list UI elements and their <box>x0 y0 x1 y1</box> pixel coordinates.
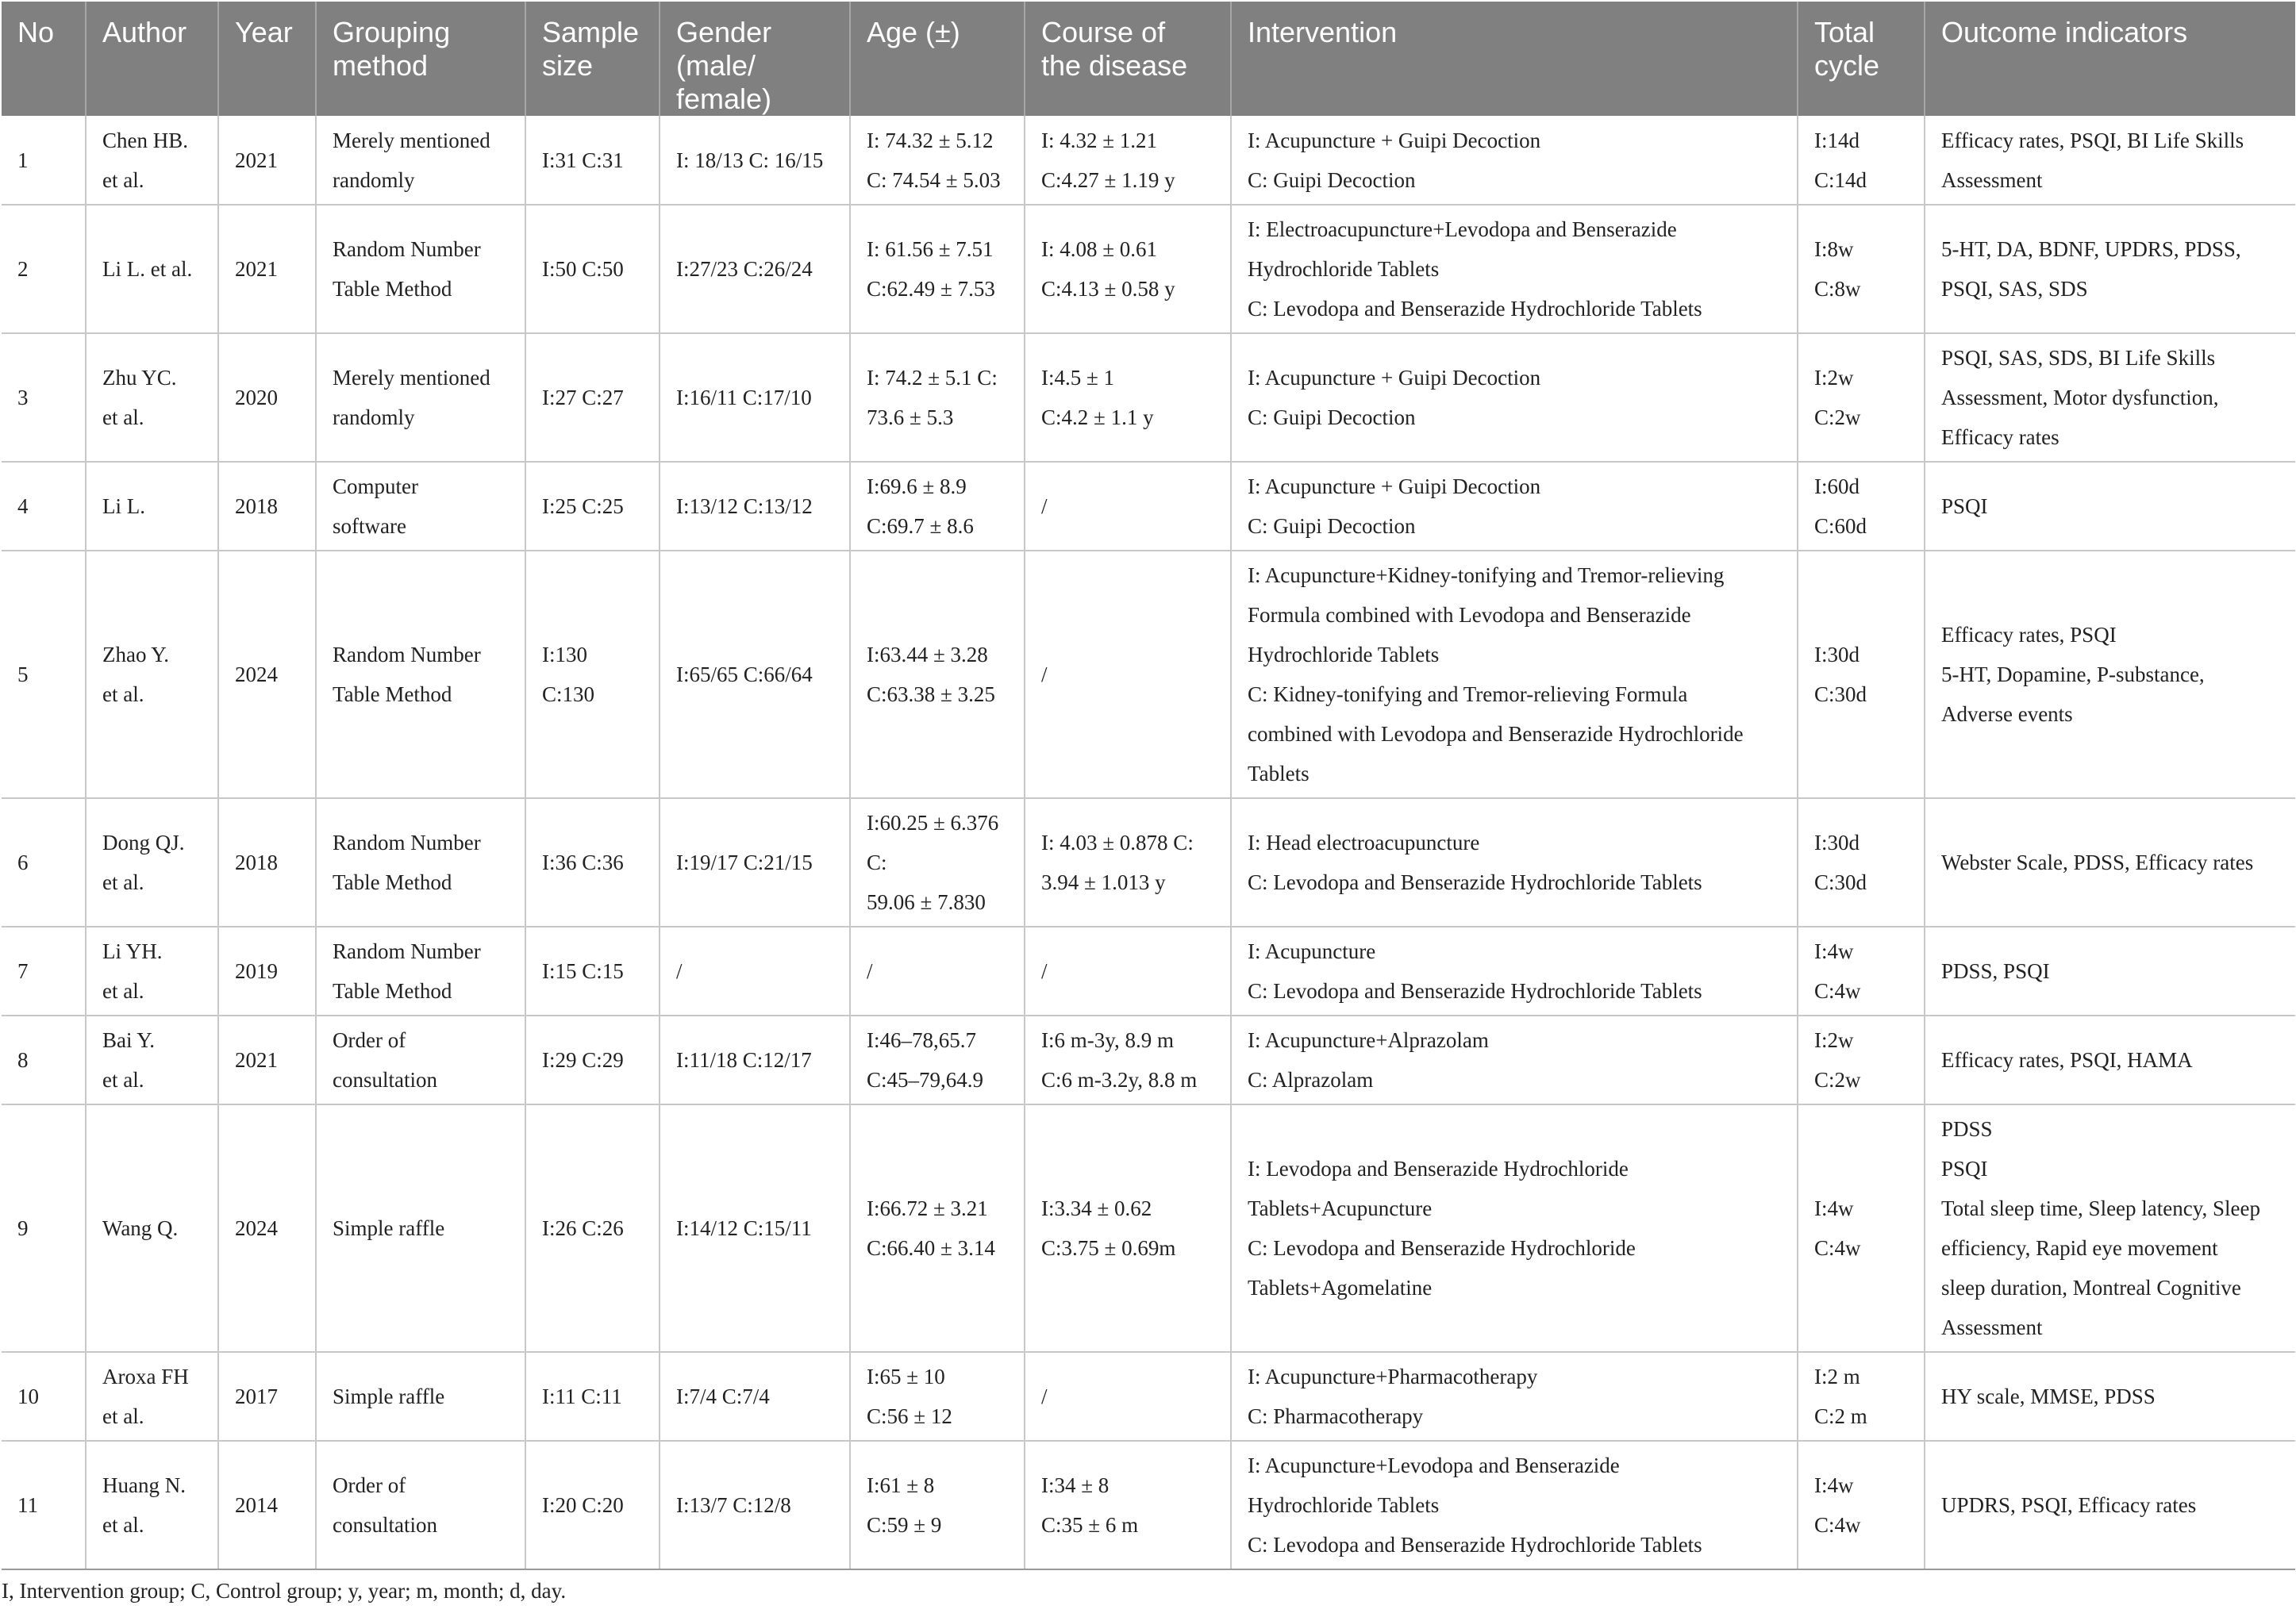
cell-no: 10 <box>2 1352 86 1441</box>
header-grouping-method: Grouping method <box>316 2 525 116</box>
cell-line: Merely mentioned <box>333 366 490 390</box>
cell-age <box>850 1352 1025 1441</box>
cell-course <box>1025 1104 1231 1352</box>
cell-line: Adverse events <box>1941 702 2073 726</box>
cell-line: C:2 m <box>1814 1404 1867 1428</box>
table-row <box>2 1441 2295 1569</box>
cell-grouping <box>316 798 525 927</box>
cell-line: I:60.25 ± 6.376 <box>867 811 999 835</box>
cell-line: Hydrochloride Tablets <box>1248 1493 1440 1517</box>
cell-year: 2017 <box>218 1352 316 1441</box>
cell-line: I: 4.32 ± 1.21 <box>1041 128 1158 152</box>
header-gender: Gender (male/ female) <box>660 2 850 116</box>
cell-line: Aroxa FH <box>102 1365 189 1388</box>
cell-line: I:3.34 ± 0.62 <box>1041 1196 1152 1220</box>
cell-line: Li YH. <box>102 939 163 963</box>
cell-cycle <box>1798 116 1925 205</box>
cell-line: 59.06 ± 7.830 <box>867 890 986 914</box>
header-age: Age (±) <box>850 2 1025 116</box>
cell-author: Li L. et al. <box>86 205 218 333</box>
cell-author <box>86 1441 218 1569</box>
cell-no: 9 <box>2 1104 86 1352</box>
cell-line: C: Guipi Decoction <box>1248 167 1416 192</box>
cell-line: I: Levodopa and Benserazide Hydrochloride <box>1248 1157 1629 1181</box>
cell-cycle <box>1798 798 1925 927</box>
cell-line: I: Acupuncture + Guipi Decoction <box>1248 366 1541 390</box>
cell-cycle <box>1798 462 1925 551</box>
cell-no: 3 <box>2 333 86 462</box>
cell-age <box>850 798 1025 927</box>
cell-gender: I:7/4 C:7/4 <box>660 1352 850 1441</box>
cell-line: I:14d <box>1814 128 1859 152</box>
cell-sample: I:36 C:36 <box>525 798 660 927</box>
cell-line: et al. <box>102 682 144 706</box>
cell-line: C:56 ± 12 <box>867 1404 952 1428</box>
cell-line: C: Levodopa and Benserazide Hydrochloride Tablets <box>1248 870 1702 894</box>
cell-line: Huang N. <box>102 1473 186 1497</box>
cell-line: I: Head electroacupuncture <box>1248 831 1480 855</box>
cell-intervention <box>1231 333 1798 462</box>
cell-author <box>86 927 218 1016</box>
cell-intervention <box>1231 1016 1798 1104</box>
cell-cycle <box>1798 205 1925 333</box>
cell-outcome <box>1925 116 2295 205</box>
cell-line: et al. <box>102 1404 144 1428</box>
cell-line: C: Alprazolam <box>1248 1068 1374 1092</box>
header-course-of-disease: Course of the disease <box>1025 2 1231 116</box>
cell-line: I: Acupuncture+Levodopa and Benserazide <box>1248 1454 1620 1477</box>
cell-line: I: 4.08 ± 0.61 <box>1041 237 1158 261</box>
cell-cycle <box>1798 551 1925 798</box>
cell-line: I: Acupuncture+Kidney-tonifying and Tremor-relieving <box>1248 563 1725 587</box>
cell-line: et al. <box>102 870 144 894</box>
table-row <box>2 333 2295 462</box>
cell-grouping <box>316 333 525 462</box>
cell-line: C: 74.54 ± 5.03 <box>867 167 1001 192</box>
cell-line: Bai Y. <box>102 1028 156 1052</box>
cell-line: C:130 <box>542 682 595 706</box>
cell-outcome: HY scale, MMSE, PDSS <box>1925 1352 2295 1441</box>
cell-line: I:4w <box>1814 1196 1854 1220</box>
cell-sample: I:15 C:15 <box>525 927 660 1016</box>
cell-line: I:30d <box>1814 831 1859 855</box>
cell-line: et al. <box>102 167 144 192</box>
cell-no: 8 <box>2 1016 86 1104</box>
cell-sample: I:50 C:50 <box>525 205 660 333</box>
cell-line: PSQI <box>1941 1157 1988 1181</box>
cell-outcome: UPDRS, PSQI, Efficacy rates <box>1925 1441 2295 1569</box>
header-sample-size: Sample size <box>525 2 660 116</box>
cell-line: I: Acupuncture+Alprazolam <box>1248 1028 1489 1052</box>
cell-line: I:69.6 ± 8.9 <box>867 474 967 498</box>
cell-line: I:4w <box>1814 1473 1854 1497</box>
cell-no: 11 <box>2 1441 86 1569</box>
cell-author <box>86 116 218 205</box>
cell-line: C:4w <box>1814 979 1861 1003</box>
cell-gender: I:19/17 C:21/15 <box>660 798 850 927</box>
cell-no: 4 <box>2 462 86 551</box>
header-row <box>2 2 2295 116</box>
cell-line: C: <box>867 851 887 874</box>
cell-grouping <box>316 1441 525 1569</box>
cell-line: I: 74.32 ± 5.12 <box>867 128 994 152</box>
cell-line: I: Acupuncture <box>1248 939 1376 963</box>
cell-line: C:30d <box>1814 682 1867 706</box>
cell-cycle <box>1798 333 1925 462</box>
cell-line: 73.6 ± 5.3 <box>867 405 954 429</box>
cell-line: Hydrochloride Tablets <box>1248 643 1440 666</box>
cell-gender: I:16/11 C:17/10 <box>660 333 850 462</box>
cell-line: et al. <box>102 405 144 429</box>
table-footnote: I, Intervention group; C, Control group; y, year; m, month; d, day. <box>2 1579 567 1603</box>
cell-sample <box>525 551 660 798</box>
cell-course <box>1025 116 1231 205</box>
cell-course <box>1025 798 1231 927</box>
cell-line: Efficacy rates <box>1941 425 2059 449</box>
cell-line: I:2 m <box>1814 1365 1860 1388</box>
cell-line: Random Number <box>333 643 481 666</box>
cell-sample: I:20 C:20 <box>525 1441 660 1569</box>
cell-no: 1 <box>2 116 86 205</box>
cell-intervention <box>1231 116 1798 205</box>
cell-year: 2019 <box>218 927 316 1016</box>
header-outcome-indicators: Outcome indicators <box>1925 2 2295 116</box>
cell-line: C: Levodopa and Benserazide Hydrochloride Tablets <box>1248 297 1702 321</box>
cell-no: 6 <box>2 798 86 927</box>
cell-line: C:4w <box>1814 1513 1861 1537</box>
cell-intervention <box>1231 462 1798 551</box>
cell-outcome: Efficacy rates, PSQI, HAMA <box>1925 1016 2295 1104</box>
cell-line: Random Number <box>333 831 481 855</box>
cell-line: Computer <box>333 474 418 498</box>
cell-line: C:30d <box>1814 870 1867 894</box>
cell-line: et al. <box>102 1068 144 1092</box>
cell-sample: I:25 C:25 <box>525 462 660 551</box>
cell-year: 2021 <box>218 205 316 333</box>
cell-line: efficiency, Rapid eye movement <box>1941 1236 2218 1260</box>
cell-line: C:62.49 ± 7.53 <box>867 277 995 301</box>
cell-year: 2020 <box>218 333 316 462</box>
cell-intervention <box>1231 927 1798 1016</box>
cell-year: 2018 <box>218 798 316 927</box>
cell-course: / <box>1025 927 1231 1016</box>
table-row <box>2 798 2295 927</box>
cell-line: 5-HT, Dopamine, P-substance, <box>1941 662 2205 686</box>
cell-year: 2014 <box>218 1441 316 1569</box>
header-total-cycle: Total cycle <box>1798 2 1925 116</box>
cell-age <box>850 1104 1025 1352</box>
cell-intervention <box>1231 205 1798 333</box>
cell-line: Random Number <box>333 939 481 963</box>
cell-line: et al. <box>102 979 144 1003</box>
cell-line: C:4w <box>1814 1236 1861 1260</box>
cell-gender: I:27/23 C:26/24 <box>660 205 850 333</box>
cell-line: C:4.2 ± 1.1 y <box>1041 405 1154 429</box>
cell-course <box>1025 205 1231 333</box>
cell-cycle <box>1798 1016 1925 1104</box>
cell-cycle <box>1798 927 1925 1016</box>
cell-sample: I:29 C:29 <box>525 1016 660 1104</box>
cell-outcome: PSQI <box>1925 462 2295 551</box>
cell-grouping <box>316 551 525 798</box>
cell-line: Efficacy rates, PSQI <box>1941 623 2117 647</box>
cell-author <box>86 798 218 927</box>
table-row <box>2 1016 2295 1104</box>
cell-line: C:4.13 ± 0.58 y <box>1041 277 1175 301</box>
cell-outcome: PDSS, PSQI <box>1925 927 2295 1016</box>
cell-line: C:4.27 ± 1.19 y <box>1041 167 1175 192</box>
cell-gender: I: 18/13 C: 16/15 <box>660 116 850 205</box>
cell-line: Tablets+Acupuncture <box>1248 1196 1433 1220</box>
cell-course: / <box>1025 462 1231 551</box>
cell-line: C: Levodopa and Benserazide Hydrochloride Tablets <box>1248 1533 1702 1557</box>
cell-course <box>1025 1441 1231 1569</box>
study-characteristics-table <box>2 2 2295 1570</box>
cell-age <box>850 551 1025 798</box>
cell-line: software <box>333 514 406 538</box>
cell-no: 7 <box>2 927 86 1016</box>
cell-line: I:4.5 ± 1 <box>1041 366 1115 390</box>
cell-line: Efficacy rates, PSQI, BI Life Skills <box>1941 128 2244 152</box>
cell-line: I:63.44 ± 3.28 <box>867 643 988 666</box>
cell-grouping <box>316 1016 525 1104</box>
cell-grouping: Simple raffle <box>316 1104 525 1352</box>
cell-author <box>86 1352 218 1441</box>
cell-line: I:46–78,65.7 <box>867 1028 976 1052</box>
cell-line: I: 4.03 ± 0.878 C: <box>1041 831 1194 855</box>
cell-line: C:35 ± 6 m <box>1041 1513 1139 1537</box>
cell-course <box>1025 1016 1231 1104</box>
cell-line: consultation <box>333 1068 437 1092</box>
cell-line: Table Method <box>333 682 452 706</box>
cell-age <box>850 1441 1025 1569</box>
cell-line: I:2w <box>1814 366 1854 390</box>
cell-line: I: 61.56 ± 7.51 <box>867 237 994 261</box>
cell-line: C: Levodopa and Benserazide Hydrochloride <box>1248 1236 1636 1260</box>
cell-line: Assessment, Motor dysfunction, <box>1941 386 2219 409</box>
cell-line: PSQI, SAS, SDS <box>1941 277 2088 301</box>
cell-outcome <box>1925 1104 2295 1352</box>
cell-line: Assessment <box>1941 1315 2043 1339</box>
cell-line: C:2w <box>1814 1068 1861 1092</box>
cell-cycle <box>1798 1441 1925 1569</box>
cell-grouping <box>316 116 525 205</box>
cell-line: I: Acupuncture+Pharmacotherapy <box>1248 1365 1538 1388</box>
cell-author: Wang Q. <box>86 1104 218 1352</box>
cell-line: C:45–79,64.9 <box>867 1068 984 1092</box>
cell-line: C:3.75 ± 0.69m <box>1041 1236 1176 1260</box>
cell-line: PDSS <box>1941 1117 1993 1141</box>
cell-author <box>86 1016 218 1104</box>
cell-intervention <box>1231 1441 1798 1569</box>
cell-line: Formula combined with Levodopa and Benserazide <box>1248 603 1691 627</box>
table-row <box>2 551 2295 798</box>
cell-line: I: 74.2 ± 5.1 C: <box>867 366 998 390</box>
cell-cycle <box>1798 1352 1925 1441</box>
cell-line: Order of <box>333 1473 406 1497</box>
cell-line: Assessment <box>1941 167 2043 192</box>
cell-line: C: Levodopa and Benserazide Hydrochloride Tablets <box>1248 979 1702 1003</box>
cell-intervention <box>1231 1104 1798 1352</box>
cell-age <box>850 333 1025 462</box>
cell-outcome <box>1925 551 2295 798</box>
cell-line: I:4w <box>1814 939 1854 963</box>
cell-intervention <box>1231 798 1798 927</box>
cell-course <box>1025 333 1231 462</box>
cell-line: sleep duration, Montreal Cognitive <box>1941 1276 2241 1300</box>
cell-line: randomly <box>333 405 415 429</box>
cell-age <box>850 116 1025 205</box>
cell-line: C: Pharmacotherapy <box>1248 1404 1424 1428</box>
cell-intervention <box>1231 1352 1798 1441</box>
cell-line: C:63.38 ± 3.25 <box>867 682 995 706</box>
table-row <box>2 1352 2295 1441</box>
cell-gender: I:13/7 C:12/8 <box>660 1441 850 1569</box>
cell-sample: I:27 C:27 <box>525 333 660 462</box>
cell-no: 2 <box>2 205 86 333</box>
cell-line: C: Kidney-tonifying and Tremor-relieving Formula <box>1248 682 1688 706</box>
cell-line: Merely mentioned <box>333 128 490 152</box>
cell-line: I:8w <box>1814 237 1854 261</box>
cell-grouping: Simple raffle <box>316 1352 525 1441</box>
cell-line: 3.94 ± 1.013 y <box>1041 870 1166 894</box>
cell-intervention <box>1231 551 1798 798</box>
cell-age <box>850 462 1025 551</box>
cell-line: I: Acupuncture + Guipi Decoction <box>1248 128 1541 152</box>
cell-line: I:30d <box>1814 643 1859 666</box>
cell-grouping <box>316 462 525 551</box>
cell-grouping <box>316 205 525 333</box>
table-row <box>2 116 2295 205</box>
cell-no: 5 <box>2 551 86 798</box>
cell-year: 2018 <box>218 462 316 551</box>
cell-gender: I:13/12 C:13/12 <box>660 462 850 551</box>
cell-line: I:66.72 ± 3.21 <box>867 1196 988 1220</box>
cell-course: / <box>1025 1352 1231 1441</box>
cell-gender: I:11/18 C:12/17 <box>660 1016 850 1104</box>
cell-year: 2021 <box>218 116 316 205</box>
cell-line: C: Guipi Decoction <box>1248 405 1416 429</box>
cell-line: C:69.7 ± 8.6 <box>867 514 974 538</box>
cell-author: Li L. <box>86 462 218 551</box>
cell-line: C:6 m-3.2y, 8.8 m <box>1041 1068 1198 1092</box>
cell-age <box>850 1016 1025 1104</box>
table-row <box>2 927 2295 1016</box>
cell-age: / <box>850 927 1025 1016</box>
cell-line: Dong QJ. <box>102 831 185 855</box>
cell-line: 5-HT, DA, BDNF, UPDRS, PDSS, <box>1941 237 2241 261</box>
cell-line: Order of <box>333 1028 406 1052</box>
cell-line: I: Acupuncture + Guipi Decoction <box>1248 474 1541 498</box>
cell-outcome: Webster Scale, PDSS, Efficacy rates <box>1925 798 2295 927</box>
table-row <box>2 205 2295 333</box>
cell-line: C:2w <box>1814 405 1861 429</box>
cell-line: Total sleep time, Sleep latency, Sleep <box>1941 1196 2260 1220</box>
cell-gender: I:65/65 C:66/64 <box>660 551 850 798</box>
cell-cycle <box>1798 1104 1925 1352</box>
cell-line: Zhao Y. <box>102 643 169 666</box>
cell-sample: I:11 C:11 <box>525 1352 660 1441</box>
cell-grouping <box>316 927 525 1016</box>
header-year: Year <box>218 2 316 116</box>
cell-line: C:8w <box>1814 277 1861 301</box>
cell-gender: I:14/12 C:15/11 <box>660 1104 850 1352</box>
cell-line: Zhu YC. <box>102 366 177 390</box>
cell-line: I:6 m-3y, 8.9 m <box>1041 1028 1174 1052</box>
cell-line: PSQI, SAS, SDS, BI Life Skills <box>1941 346 2216 370</box>
cell-line: Table Method <box>333 870 452 894</box>
cell-line: C: Guipi Decoction <box>1248 514 1416 538</box>
cell-line: Hydrochloride Tablets <box>1248 257 1440 281</box>
cell-author <box>86 551 218 798</box>
cell-year: 2024 <box>218 551 316 798</box>
cell-line: I:65 ± 10 <box>867 1365 945 1388</box>
cell-sample: I:26 C:26 <box>525 1104 660 1352</box>
cell-line: C:59 ± 9 <box>867 1513 942 1537</box>
cell-year: 2024 <box>218 1104 316 1352</box>
table-row <box>2 462 2295 551</box>
cell-line: Table Method <box>333 277 452 301</box>
cell-line: I: Electroacupuncture+Levodopa and Benserazide <box>1248 217 1677 241</box>
cell-line: consultation <box>333 1513 437 1537</box>
cell-line: C:60d <box>1814 514 1867 538</box>
cell-outcome <box>1925 333 2295 462</box>
cell-line: Table Method <box>333 979 452 1003</box>
cell-line: Random Number <box>333 237 481 261</box>
cell-line: I:60d <box>1814 474 1859 498</box>
header-intervention: Intervention <box>1231 2 1798 116</box>
cell-sample: I:31 C:31 <box>525 116 660 205</box>
cell-line: I:61 ± 8 <box>867 1473 935 1497</box>
cell-author <box>86 333 218 462</box>
cell-line: Tablets+Agomelatine <box>1248 1276 1433 1300</box>
cell-line: randomly <box>333 167 415 192</box>
header-author: Author <box>86 2 218 116</box>
header-no: No <box>2 2 86 116</box>
cell-age <box>850 205 1025 333</box>
cell-course: / <box>1025 551 1231 798</box>
cell-outcome <box>1925 205 2295 333</box>
cell-line: C:14d <box>1814 167 1867 192</box>
cell-line: I:2w <box>1814 1028 1854 1052</box>
cell-line: Chen HB. <box>102 128 188 152</box>
cell-line: et al. <box>102 1513 144 1537</box>
cell-gender: / <box>660 927 850 1016</box>
cell-year: 2021 <box>218 1016 316 1104</box>
cell-line: C:66.40 ± 3.14 <box>867 1236 995 1260</box>
cell-line: combined with Levodopa and Benserazide Hydrochloride <box>1248 722 1744 746</box>
cell-line: Tablets <box>1248 762 1310 785</box>
cell-line: I:34 ± 8 <box>1041 1473 1110 1497</box>
table-row <box>2 1104 2295 1352</box>
cell-line: I:130 <box>542 643 587 666</box>
